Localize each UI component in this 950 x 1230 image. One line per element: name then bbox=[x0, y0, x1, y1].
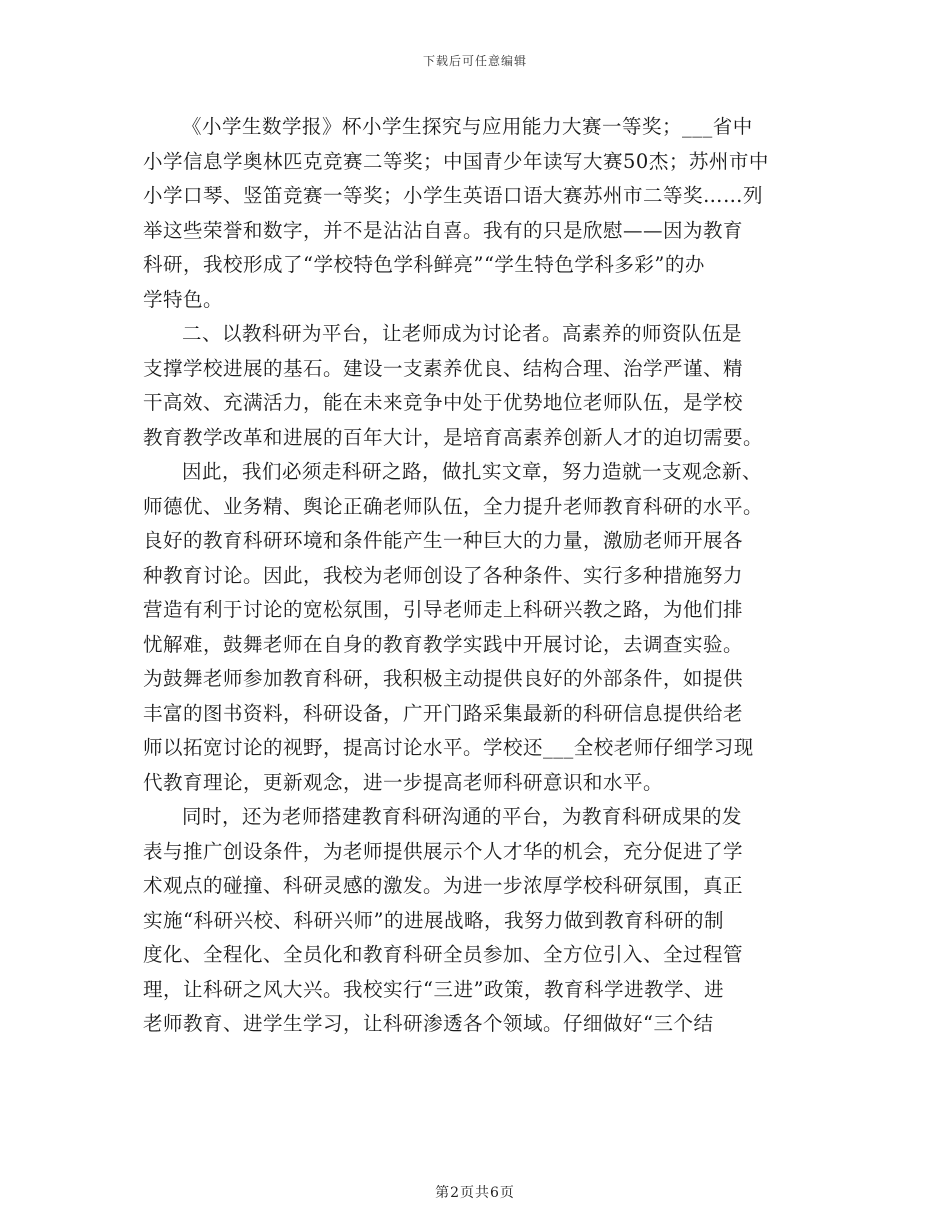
text-line: 实施“科研兴校、科研兴师”的进展战略，我努力做到教育科研的制 bbox=[143, 908, 724, 932]
text-line: 教育教学改革和进展的百年大计，是培育高素养创新人才的迫切需要。 bbox=[143, 425, 764, 449]
text-line: 营造有利于讨论的宽松氛围，引导老师走上科研兴教之路，为他们排 bbox=[143, 598, 744, 621]
text-line: 丰富的图书资料，科研设备，广开门路采集最新的科研信息提供给老 bbox=[143, 701, 744, 725]
text-line: 举这些荣誉和数字，并不是沾沾自喜。我有的只是欣慰——因为教育 bbox=[143, 218, 744, 242]
text-line: 忧解难，鼓舞老师在自身的教育教学实践中开展讨论，去调查实验。 bbox=[143, 632, 744, 656]
text-line: 理，让科研之风大兴。我校实行“三进”政策，教育科学进教学、进 bbox=[143, 977, 724, 1001]
text-line: 科研，我校形成了“学校特色学科鲜亮”“学生特色学科多彩”的办 bbox=[143, 253, 705, 276]
text-line: 学特色。 bbox=[143, 287, 224, 311]
text-line: 支撑学校进展的基石。建设一支素养优良、结构合理、治学严谨、精 bbox=[143, 356, 744, 380]
text-line: 小学口琴、竖笛竞赛一等奖；小学生英语口语大赛苏州市二等奖……列 bbox=[143, 184, 764, 207]
text-line: 小学信息学奥林匹克竞赛二等奖；中国青少年读写大赛50杰；苏州市中 bbox=[143, 149, 769, 173]
text-line: 因此，我们必须走科研之路，做扎实文章，努力造就一支观念新、 bbox=[182, 460, 763, 483]
text-line: 为鼓舞老师参加教育科研，我积极主动提供良好的外部条件，如提供 bbox=[143, 667, 744, 690]
text-line: 干高效、充满活力，能在未来竞争中处于优势地位老师队伍，是学校 bbox=[143, 391, 744, 414]
text-line: 种教育讨论。因此，我校为老师创设了各种条件、实行多种措施努力 bbox=[143, 563, 744, 587]
paragraph bbox=[143, 800, 809, 1042]
text-line: 师以拓宽讨论的视野，提高讨论水平。学校还___全校老师仔细学习现 bbox=[143, 736, 754, 759]
text-line: 同时，还为老师搭建教育科研沟通的平台，为教育科研成果的发 bbox=[182, 805, 743, 828]
text-line: 代教育理论，更新观念，进一步提高老师科研意识和水平。 bbox=[143, 770, 664, 794]
paragraph bbox=[143, 317, 809, 455]
paragraph bbox=[143, 110, 809, 317]
text-line: 术观点的碰撞、科研灵感的激发。为进一步浓厚学校科研氛围，真正 bbox=[143, 874, 744, 897]
text-line: 表与推广创设条件，为老师提供展示个人才华的机会，充分促进了学 bbox=[143, 839, 744, 863]
page-number-footer: 第2页共6页 bbox=[435, 1185, 515, 1201]
text-line: 度化、全程化、全员化和教育科研全员参加、全方位引入、全过程管 bbox=[143, 943, 744, 966]
document-body bbox=[143, 110, 809, 1042]
text-line: 良好的教育科研环境和条件能产生一种巨大的力量，激励老师开展各 bbox=[143, 529, 744, 552]
paragraph bbox=[143, 455, 809, 800]
text-line: 老师教育、进学生学习，让科研渗透各个领域。仔细做好“三个结 bbox=[143, 1012, 714, 1035]
text-line: 师德优、业务精、舆论正确老师队伍，全力提升老师教育科研的水平。 bbox=[143, 494, 764, 518]
page-header-note: 下载后可任意编辑 bbox=[422, 54, 527, 68]
text-line: 《小学生数学报》杯小学生探究与应用能力大赛一等奖；___省中 bbox=[182, 115, 753, 138]
text-line: 二、以教科研为平台，让老师成为讨论者。高素养的师资队伍是 bbox=[182, 322, 743, 345]
